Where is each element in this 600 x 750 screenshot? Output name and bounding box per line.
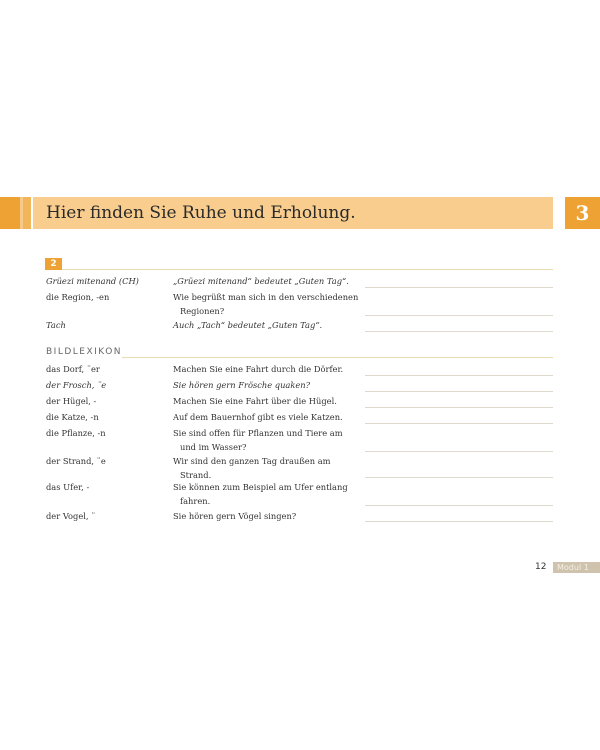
example-sentence: Wir sind den ganzen Tag draußen am bbox=[173, 456, 331, 466]
vocab-term: der Vogel, ¨ bbox=[46, 511, 96, 521]
example-sentence-continued: Regionen? bbox=[180, 306, 225, 316]
example-sentence: „Grüezi mitenand“ bedeutet „Guten Tag“. bbox=[173, 276, 349, 286]
vocab-term: Grüezi mitenand (CH) bbox=[46, 276, 139, 286]
writing-line[interactable] bbox=[365, 391, 553, 392]
example-sentence: Machen Sie eine Fahrt durch die Dörfer. bbox=[173, 364, 344, 374]
page-title: Hier finden Sie Ruhe und Erholung. bbox=[46, 203, 356, 223]
chapter-number: 3 bbox=[565, 197, 600, 229]
writing-line[interactable] bbox=[365, 287, 553, 288]
section-divider bbox=[62, 269, 553, 270]
header-accent bbox=[0, 197, 20, 229]
vocab-term: das Dorf, ¨er bbox=[46, 364, 100, 374]
writing-line[interactable] bbox=[365, 331, 553, 332]
example-sentence: Sie können zum Beispiel am Ufer entlang bbox=[173, 482, 348, 492]
example-sentence: Wie begrüßt man sich in den verschiedenen bbox=[173, 292, 359, 302]
example-sentence-continued: fahren. bbox=[180, 496, 211, 506]
vocab-term: das Ufer, - bbox=[46, 482, 90, 492]
page-number: 12 bbox=[535, 562, 547, 572]
module-label: Modul 1 bbox=[553, 562, 600, 573]
writing-line[interactable] bbox=[365, 407, 553, 408]
writing-line[interactable] bbox=[365, 423, 553, 424]
example-sentence: Auf dem Bauernhof gibt es viele Katzen. bbox=[173, 412, 343, 422]
section-number-badge: 2 bbox=[45, 258, 62, 270]
vocab-term: die Region, -en bbox=[46, 292, 110, 302]
example-sentence: Auch „Tach“ bedeutet „Guten Tag“. bbox=[173, 320, 323, 330]
writing-line[interactable] bbox=[365, 521, 553, 522]
vocab-term: der Hügel, - bbox=[46, 396, 97, 406]
vocab-term: die Pflanze, -n bbox=[46, 428, 106, 438]
vocab-term: der Frosch, ¨e bbox=[46, 380, 107, 390]
writing-line[interactable] bbox=[365, 505, 553, 506]
writing-line[interactable] bbox=[365, 315, 553, 316]
example-sentence-continued: und im Wasser? bbox=[180, 442, 247, 452]
example-sentence: Sie hören gern Vögel singen? bbox=[173, 511, 297, 521]
example-sentence: Sie sind offen für Pflanzen und Tiere am bbox=[173, 428, 343, 438]
vocab-term: der Strand, ¨e bbox=[46, 456, 106, 466]
example-sentence: Sie hören gern Frösche quaken? bbox=[173, 380, 311, 390]
example-sentence-continued: Strand. bbox=[180, 470, 212, 480]
vocab-term: Tach bbox=[46, 320, 66, 330]
header-accent-light bbox=[23, 197, 31, 229]
bildlexikon-heading: BILDLEXIKON bbox=[46, 347, 123, 357]
bildlexikon-divider bbox=[122, 357, 553, 358]
example-sentence: Machen Sie eine Fahrt über die Hügel. bbox=[173, 396, 337, 406]
writing-line[interactable] bbox=[365, 375, 553, 376]
writing-line[interactable] bbox=[365, 451, 553, 452]
writing-line[interactable] bbox=[365, 477, 553, 478]
vocab-term: die Katze, -n bbox=[46, 412, 99, 422]
